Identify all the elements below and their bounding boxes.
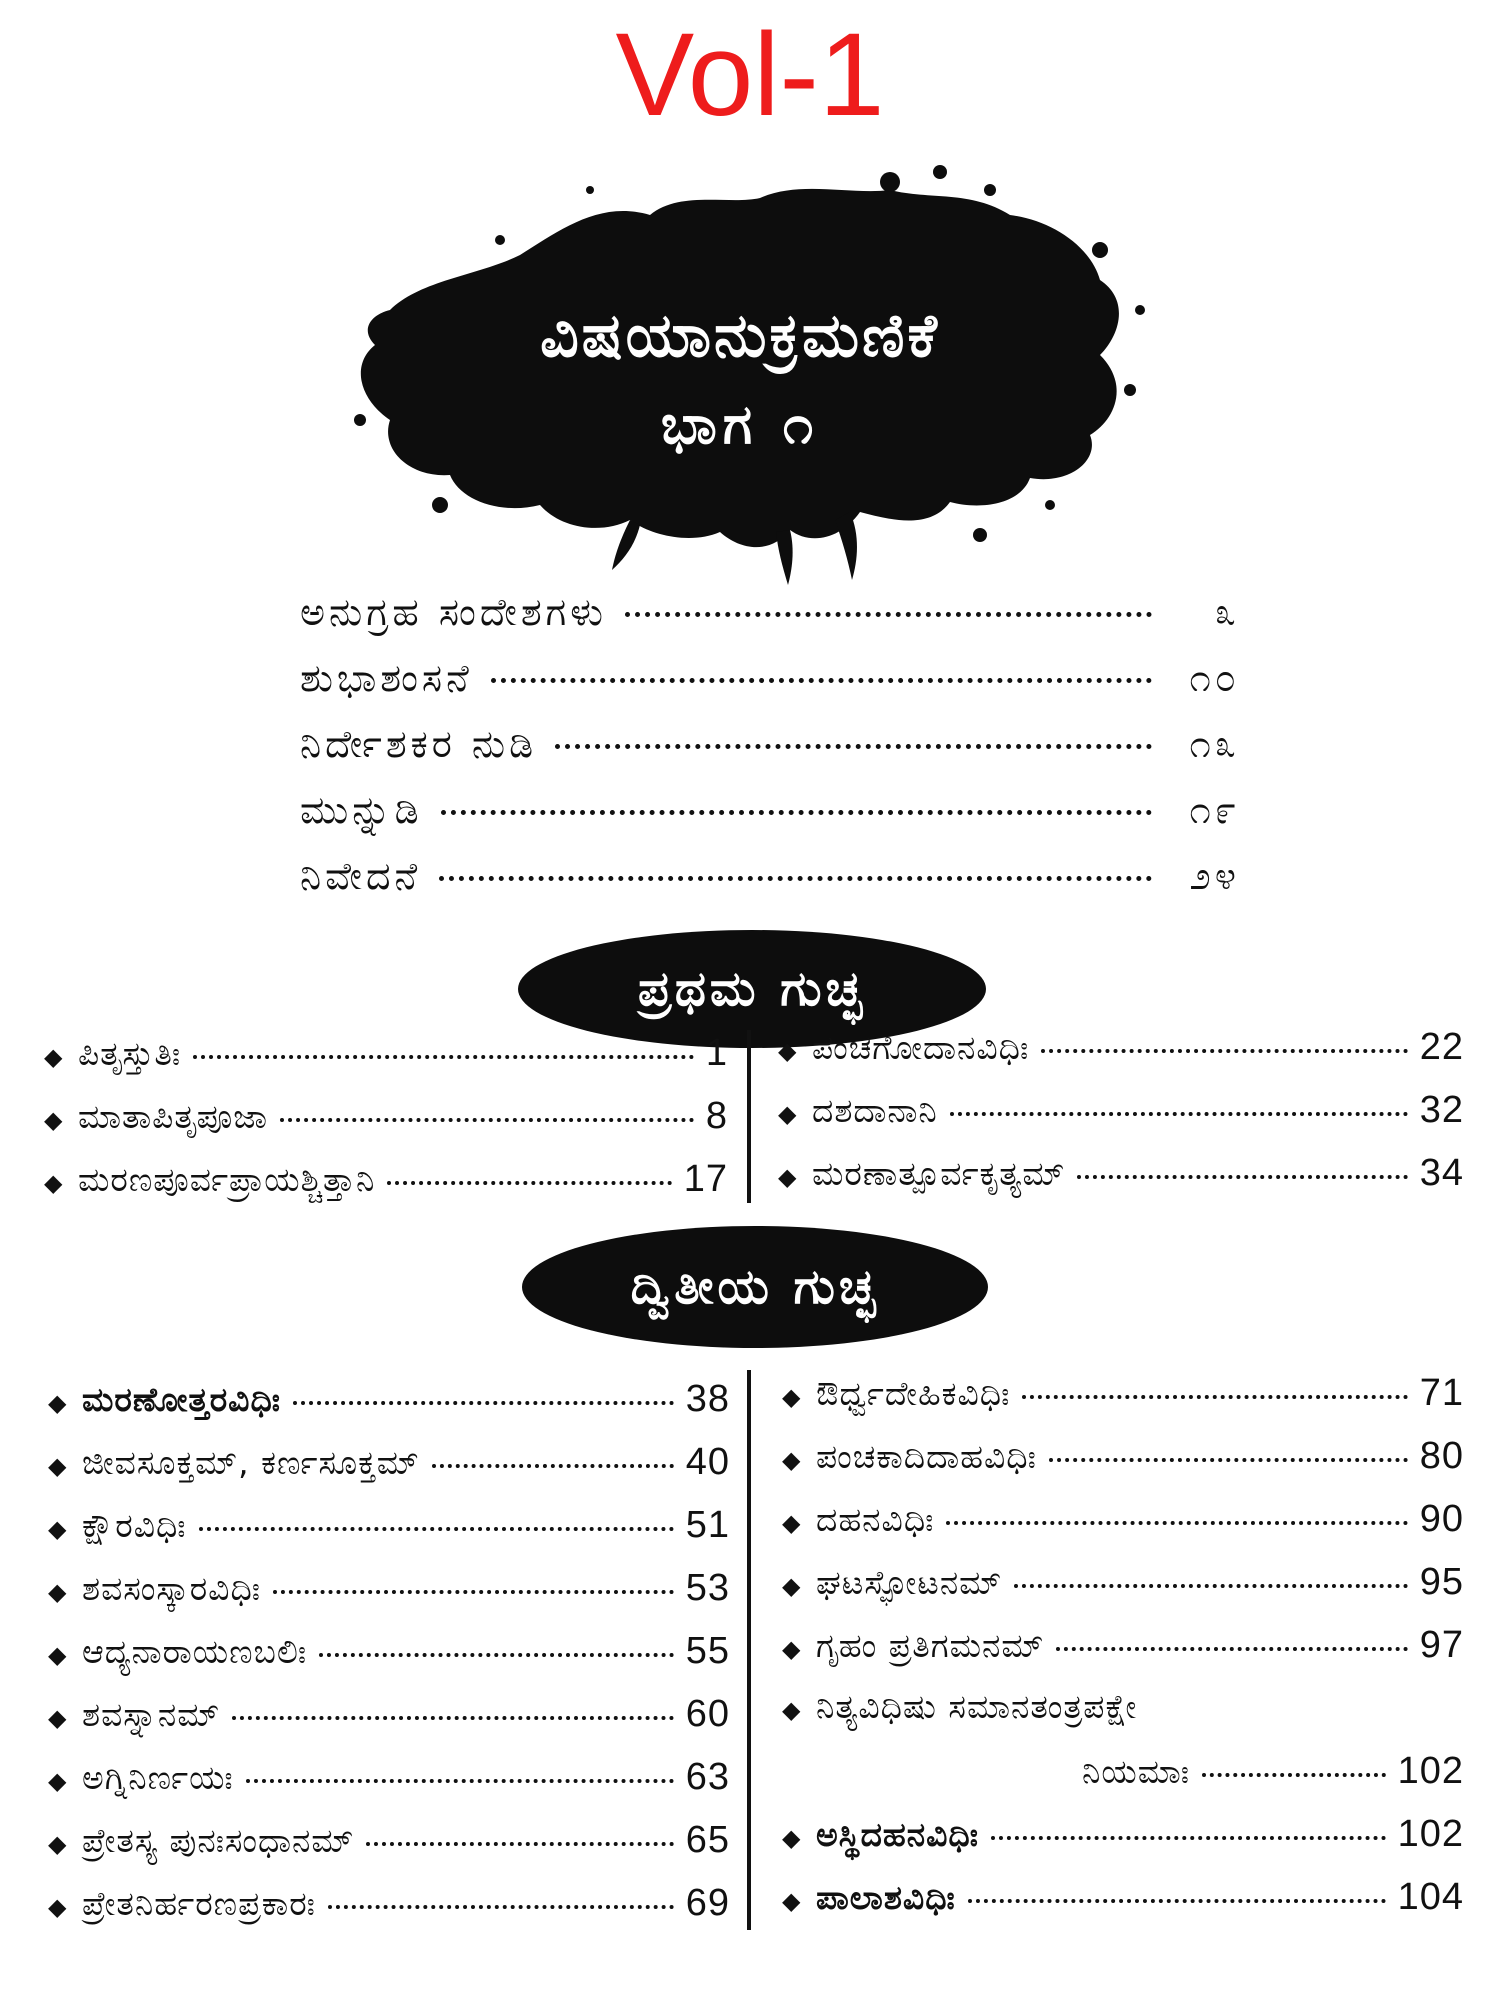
toc-entry bbox=[782, 1435, 1464, 1498]
section-1-right-column bbox=[778, 1026, 1464, 1215]
prelim-list bbox=[300, 590, 1240, 920]
entry-title: ಜೀವಸೂಕ್ತಮ್, ಕರ್ಣಸೂಕ್ತಮ್ bbox=[82, 1443, 420, 1482]
diamond-bullet-icon: ◆ bbox=[48, 1389, 68, 1417]
entry-title: ಪಂಚಗೋದಾನವಿಧಿಃ bbox=[812, 1028, 1030, 1067]
diamond-bullet-icon: ◆ bbox=[782, 1887, 802, 1915]
column-divider bbox=[747, 1370, 751, 1930]
leader-dots bbox=[293, 1401, 674, 1405]
entry-title: ಶವಸಂಸ್ಕಾರವಿಧಿಃ bbox=[82, 1569, 261, 1608]
toc-entry bbox=[782, 1561, 1464, 1624]
entry-title: ಪಾಲಾಶವಿಧಿಃ bbox=[816, 1878, 956, 1917]
leader-dots bbox=[946, 1521, 1407, 1525]
diamond-bullet-icon: ◆ bbox=[782, 1446, 802, 1474]
toc-title: ವಿಷಯಾನುಕ್ರಮಣಿಕೆ bbox=[540, 301, 940, 371]
diamond-bullet-icon: ◆ bbox=[44, 1169, 64, 1197]
prelim-page: ೧೩ bbox=[1189, 722, 1240, 766]
leader-dots bbox=[491, 678, 1152, 683]
toc-entry bbox=[778, 1026, 1464, 1089]
section-1-heading: ಪ್ರಥಮ ಗುಚ್ಛ bbox=[518, 930, 986, 1048]
entry-title: ಪಂಚಕಾದಿದಾಹವಿಧಿಃ bbox=[816, 1437, 1037, 1476]
prelim-title: ಶುಭಾಶಂಸನೆ bbox=[300, 656, 473, 700]
diamond-bullet-icon: ◆ bbox=[48, 1515, 68, 1543]
entry-title: ಗೃಹಂ ಪ್ರತಿಗಮನಮ್ bbox=[816, 1626, 1045, 1665]
toc-entry bbox=[48, 1882, 730, 1945]
entry-title: ನಿಯಮಾಃ bbox=[1082, 1752, 1190, 1791]
prelim-page: ೩ bbox=[1214, 590, 1240, 634]
entry-page: 8 bbox=[705, 1095, 728, 1137]
prelim-page: ೨೪ bbox=[1189, 854, 1240, 898]
toc-entry bbox=[48, 1504, 730, 1567]
leader-dots bbox=[193, 1055, 694, 1059]
entry-page: 65 bbox=[685, 1819, 730, 1861]
entry-page: 80 bbox=[1419, 1435, 1464, 1477]
leader-dots bbox=[1056, 1647, 1407, 1651]
entry-page: 34 bbox=[1419, 1152, 1464, 1194]
entry-page: 102 bbox=[1397, 1813, 1464, 1855]
diamond-bullet-icon: ◆ bbox=[48, 1830, 68, 1858]
toc-entry bbox=[48, 1756, 730, 1819]
entry-page: 51 bbox=[685, 1504, 730, 1546]
entry-title: ನಿತ್ಯವಿಧಿಷು ಸಮಾನತಂತ್ರಪಕ್ಷೇ bbox=[816, 1687, 1138, 1726]
toc-entry bbox=[48, 1819, 730, 1882]
toc-entry bbox=[778, 1152, 1464, 1215]
entry-page: 40 bbox=[685, 1441, 730, 1483]
leader-dots bbox=[1014, 1584, 1407, 1588]
prelim-row bbox=[300, 722, 1240, 788]
entry-page: 69 bbox=[685, 1882, 730, 1924]
prelim-row bbox=[300, 656, 1240, 722]
column-divider bbox=[747, 1030, 751, 1203]
toc-entry bbox=[778, 1089, 1464, 1152]
leader-dots bbox=[968, 1899, 1386, 1903]
entry-page: 71 bbox=[1419, 1372, 1464, 1414]
entry-title: ಅಗ್ನಿನಿರ್ಣಯಃ bbox=[82, 1758, 234, 1797]
entry-page: 97 bbox=[1419, 1624, 1464, 1666]
diamond-bullet-icon: ◆ bbox=[48, 1578, 68, 1606]
entry-page: 55 bbox=[685, 1630, 730, 1672]
toc-entry bbox=[782, 1876, 1464, 1939]
entry-page: 60 bbox=[685, 1693, 730, 1735]
entry-title: ಪ್ರೇತನಿರ್ಹರಣಪ್ರಕಾರಃ bbox=[82, 1884, 316, 1923]
leader-dots bbox=[1022, 1395, 1407, 1399]
entry-title: ದಹನವಿಧಿಃ bbox=[816, 1500, 935, 1539]
volume-label: Vol-1 bbox=[615, 9, 885, 141]
prelim-title: ನಿರ್ದೇಶಕರ ನುಡಿ bbox=[300, 722, 538, 766]
diamond-bullet-icon: ◆ bbox=[782, 1696, 802, 1724]
leader-dots bbox=[441, 810, 1152, 815]
entry-title: ಮರಣಪೂರ್ವಪ್ರಾಯಶ್ಚಿತ್ತಾನಿ bbox=[78, 1160, 376, 1199]
entry-title: ಕ್ಷೌರವಿಧಿಃ bbox=[82, 1506, 187, 1545]
prelim-title: ನಿವೇದನೆ bbox=[300, 854, 422, 898]
leader-dots bbox=[328, 1905, 674, 1909]
toc-entry bbox=[782, 1372, 1464, 1435]
prelim-page: ೧೯ bbox=[1189, 788, 1240, 832]
ink-splash-graphic bbox=[330, 160, 1160, 600]
leader-dots bbox=[1202, 1773, 1386, 1777]
entry-title: ಮಾತಾಪಿತೃಪೂಜಾ bbox=[78, 1097, 269, 1136]
section-2-right-column bbox=[782, 1372, 1464, 1939]
toc-entry bbox=[48, 1693, 730, 1756]
entry-page: 1 bbox=[705, 1032, 728, 1074]
entry-page: 22 bbox=[1419, 1026, 1464, 1068]
entry-title: ಆದ್ಯನಾರಾಯಣಬಲಿಃ bbox=[82, 1632, 308, 1671]
entry-title: ಮರಣಾತ್ಪೂರ್ವಕೃತ್ಯಮ್ bbox=[812, 1154, 1066, 1193]
toc-entry bbox=[44, 1032, 728, 1095]
entry-page: 102 bbox=[1397, 1750, 1464, 1792]
entry-page: 17 bbox=[683, 1158, 728, 1200]
diamond-bullet-icon: ◆ bbox=[48, 1704, 68, 1732]
toc-entry bbox=[782, 1687, 1464, 1750]
leader-dots bbox=[555, 744, 1152, 749]
diamond-bullet-icon: ◆ bbox=[44, 1106, 64, 1134]
toc-entry bbox=[44, 1158, 728, 1221]
diamond-bullet-icon: ◆ bbox=[48, 1767, 68, 1795]
diamond-bullet-icon: ◆ bbox=[778, 1037, 798, 1065]
leader-dots bbox=[625, 612, 1152, 617]
diamond-bullet-icon: ◆ bbox=[782, 1572, 802, 1600]
entry-title: ಘಟಸ್ಫೋಟನಮ್ bbox=[816, 1563, 1003, 1602]
section-2-heading: ದ್ವಿತೀಯ ಗುಚ್ಛ bbox=[522, 1226, 988, 1348]
entry-title: ಮರಣೋತ್ತರವಿಧಿಃ bbox=[82, 1380, 281, 1419]
leader-dots bbox=[273, 1590, 674, 1594]
leader-dots bbox=[1077, 1175, 1407, 1179]
diamond-bullet-icon: ◆ bbox=[48, 1641, 68, 1669]
toc-entry bbox=[48, 1567, 730, 1630]
leader-dots bbox=[432, 1464, 674, 1468]
diamond-bullet-icon: ◆ bbox=[782, 1509, 802, 1537]
leader-dots bbox=[950, 1112, 1408, 1116]
prelim-row bbox=[300, 854, 1240, 920]
entry-title: ಶವಸ್ನಾನಮ್ bbox=[82, 1695, 221, 1734]
entry-page: 63 bbox=[685, 1756, 730, 1798]
entry-title: ಪ್ರೇತಸ್ಯ ಪುನಃಸಂಧಾನಮ್ bbox=[82, 1821, 355, 1860]
toc-entry bbox=[782, 1624, 1464, 1687]
prelim-title: ಅನುಗ್ರಹ ಸಂದೇಶಗಳು bbox=[300, 590, 607, 634]
diamond-bullet-icon: ◆ bbox=[778, 1163, 798, 1191]
leader-dots bbox=[232, 1716, 673, 1720]
diamond-bullet-icon: ◆ bbox=[782, 1635, 802, 1663]
toc-entry bbox=[782, 1498, 1464, 1561]
diamond-bullet-icon: ◆ bbox=[44, 1043, 64, 1071]
part-subtitle: ಭಾಗ ೧ bbox=[660, 393, 820, 456]
leader-dots bbox=[439, 876, 1152, 881]
toc-entry bbox=[44, 1095, 728, 1158]
toc-entry-continuation bbox=[782, 1750, 1464, 1813]
entry-page: 38 bbox=[685, 1378, 730, 1420]
entry-title: ಅಸ್ಥಿದಹನವಿಧಿಃ bbox=[816, 1815, 979, 1854]
section-1-left-column bbox=[44, 1032, 728, 1221]
leader-dots bbox=[387, 1181, 671, 1185]
section-2-left-column bbox=[48, 1378, 730, 1945]
entry-page: 32 bbox=[1419, 1089, 1464, 1131]
diamond-bullet-icon: ◆ bbox=[48, 1452, 68, 1480]
entry-title: ಪಿತೃಸ್ತುತಿಃ bbox=[78, 1034, 182, 1073]
leader-dots bbox=[319, 1653, 674, 1657]
leader-dots bbox=[1049, 1458, 1408, 1462]
entry-page: 90 bbox=[1419, 1498, 1464, 1540]
toc-entry bbox=[782, 1813, 1464, 1876]
toc-entry bbox=[48, 1630, 730, 1693]
leader-dots bbox=[199, 1527, 674, 1531]
leader-dots bbox=[991, 1836, 1386, 1840]
prelim-page: ೧೦ bbox=[1189, 656, 1240, 700]
leader-dots bbox=[246, 1779, 674, 1783]
entry-page: 53 bbox=[685, 1567, 730, 1609]
diamond-bullet-icon: ◆ bbox=[778, 1100, 798, 1128]
toc-entry bbox=[48, 1378, 730, 1441]
prelim-row bbox=[300, 788, 1240, 854]
leader-dots bbox=[1041, 1049, 1408, 1053]
entry-title: ದಶದಾನಾನಿ bbox=[812, 1091, 938, 1130]
prelim-title: ಮುನ್ನುಡಿ bbox=[300, 788, 423, 832]
diamond-bullet-icon: ◆ bbox=[48, 1893, 68, 1921]
leader-dots bbox=[366, 1842, 673, 1846]
entry-title: ಔರ್ಧ್ವದೇಹಿಕವಿಧಿಃ bbox=[816, 1374, 1011, 1413]
diamond-bullet-icon: ◆ bbox=[782, 1383, 802, 1411]
toc-entry bbox=[48, 1441, 730, 1504]
leader-dots bbox=[280, 1118, 694, 1122]
entry-page: 104 bbox=[1397, 1876, 1464, 1918]
diamond-bullet-icon: ◆ bbox=[782, 1824, 802, 1852]
entry-page: 95 bbox=[1419, 1561, 1464, 1603]
prelim-row bbox=[300, 590, 1240, 656]
